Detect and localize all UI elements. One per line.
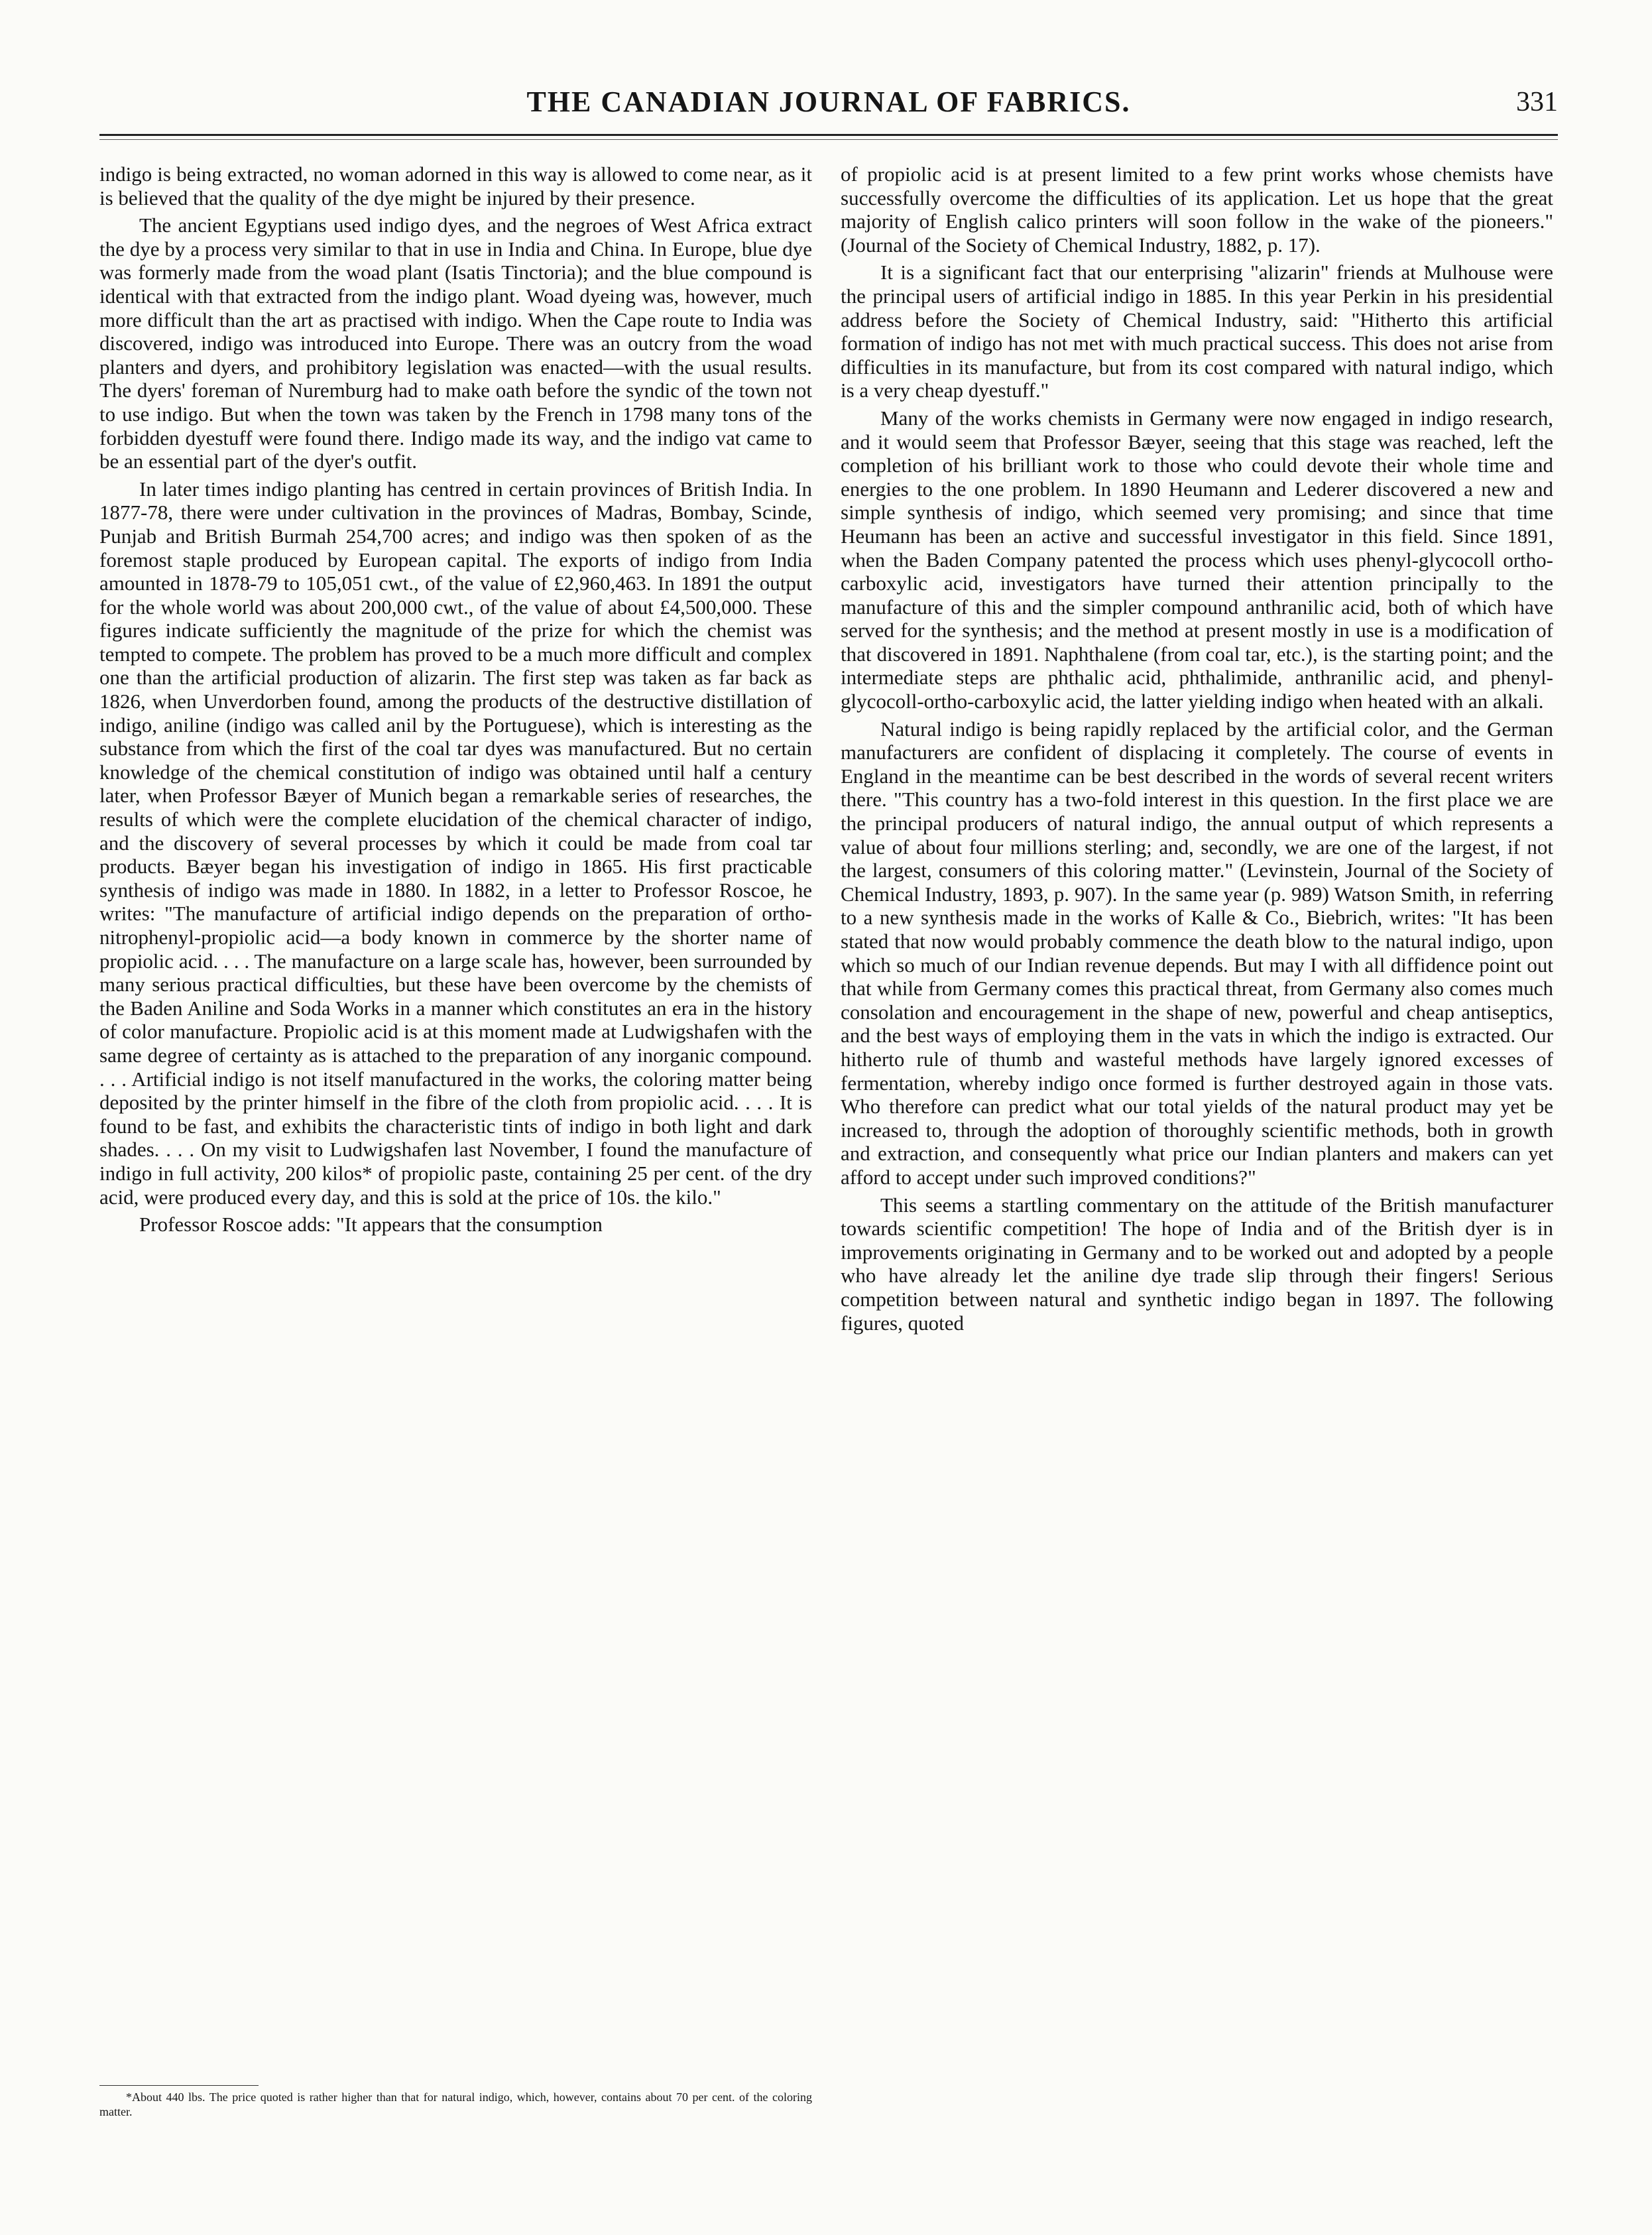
paragraph: Natural indigo is being rapidly replaced by the artificial color, and the German manufacturers are confident of displacing it completely. The course of events in England in the meantime can be best described in the words of several recent writers there. "This country has a two-fold interest in this question. In the first place we are the principal producers of natural indigo, the annual output of which represents a value of about four millions sterling; and, secondly, we are one of the largest, if not the largest, consumers of this coloring matter." (Levinstein, Journal of the Society of Chemical Industry, 1893, p. 907). In the same year (p. 989) Watson Smith, in referring to a new synthesis made in the works of Kalle & Co., Biebrich, writes: "It has been stated that now would probably commence the death blow to the natural indigo, upon which so much of our Indian revenue depends. But may I with all diffidence point out that while from Germany comes this practical threat, from Germany also comes much consolation and encouragement in the shape of new, powerful and cheap antiseptics, and the best ways of employing them in the vats in which the indigo is extracted. Our hitherto rule of thumb and wasteful methods have largely ignored excesses of fermentation, whereby indigo once formed is further destroyed again in those vats. Who therefore can predict what our total yields of the natural product may yet be increased to, through the adoption of thoroughly scientific methods, both in growth and extraction, and consequently what price our Indian planters and makers can yet afford to accept under such improved conditions?" bbox=[841, 717, 1553, 1189]
footnote-rule bbox=[99, 2085, 259, 2086]
journal-title: THE CANADIAN JOURNAL OF FABRICS. bbox=[526, 86, 1131, 118]
footnote: *About 440 lbs. The price quoted is rather higher than that for natural indigo, which, however, contains about 70 per cent. of the coloring matter. bbox=[99, 2090, 812, 2118]
paragraph: This seems a startling commentary on the attitude of the British manufacturer towards scientific competition! The hope of India and of the British dyer is in improvements originating in Germany and to be worked out and adopted by a people who have already let the aniline dye trade slip through their fingers! Serious competition between natural and synthetic indigo began in 1897. The following figures, quoted bbox=[841, 1193, 1553, 1335]
running-header bbox=[99, 80, 1558, 133]
right-column bbox=[841, 162, 1553, 1339]
left-column bbox=[99, 162, 812, 1240]
paragraph: indigo is being extracted, no woman adorned in this way is allowed to come near, as it is believed that the quality of the dye might be injured by their presence. bbox=[99, 162, 812, 210]
page-number: 331 bbox=[1516, 87, 1558, 117]
paragraph: In later times indigo planting has centred in certain provinces of British India. In 1877-78, there were under cultivation in the provinces of Madras, Bombay, Scinde, Punjab and British Burmah 254,700 acres; and indigo was then spoken of as the foremost staple produced by European capital. The exports of indigo from India amounted in 1878-79 to 105,051 cwt., of the value of £2,960,463. In 1891 the output for the whole world was about 200,000 cwt., of the value of about £4,500,000. These figures indicate sufficiently the magnitude of the prize for which the chemist was tempted to compete. The problem has proved to be a much more difficult and complex one than the artificial production of alizarin. The first step was taken as far back as 1826, when Unverdorben found, among the products of the destructive distillation of indigo, aniline (indigo was called anil by the Portuguese), which is interesting as the substance from which the first of the coal tar dyes was manufactured. But no certain knowledge of the chemical constitution of indigo was obtained until half a century later, when Professor Bæyer of Munich began a remarkable series of researches, the results of which were the complete elucidation of the chemical character of indigo, and the discovery of several processes by which it could be made from coal tar products. Bæyer began his investigation of indigo in 1865. His first practicable synthesis of indigo was made in 1880. In 1882, in a letter to Professor Roscoe, he writes: "The manufacture of artificial indigo depends on the preparation of ortho-nitrophenyl-propiolic acid—a body known in commerce by the shorter name of propiolic acid. . . . The manufacture on a large scale has, however, been surrounded by many serious practical difficulties, but these have been overcome by the chemists of the Baden Aniline and Soda Works in a manner which constitutes an era in the history of color manufacture. Propiolic acid is at this moment made at Ludwigshafen with the same degree of certainty as is attached to the preparation of any inorganic compound. . . . Artificial indigo is not itself manufactured in the works, the coloring matter being deposited by the printer himself in the fibre of the cloth from propiolic acid. . . . It is found to be fast, and exhibits the characteristic tints of indigo in both light and dark shades. . . . On my visit to Ludwigshafen last November, I found the manufacture of indigo in full activity, 200 kilos* of propiolic paste, containing 25 per cent. of the dry acid, were produced every day, and this is sold at the price of 10s. the kilo." bbox=[99, 477, 812, 1209]
header-rule bbox=[99, 134, 1558, 136]
paragraph: Professor Roscoe adds: "It appears that the consumption bbox=[139, 1213, 603, 1237]
header-rule-thin bbox=[99, 139, 1558, 140]
paragraph: The ancient Egyptians used indigo dyes, and the negroes of West Africa extract the dye by a process very similar to that in use in India and China. In Europe, blue dye was formerly made from the woad plant (Isatis Tinctoria); and the blue compound is identical with that extracted from the indigo plant. Woad dyeing was, however, much more difficult than the art as practised with indigo. When the Cape route to India was discovered, indigo was introduced into Europe. There was an outcry from the woad planters and dyers, and prohibitory legislation was enacted—with the usual results. The dyers' foreman of Nuremburg had to make oath before the syndic of the town not to use indigo. But when the town was taken by the French in 1798 many tons of the forbidden dyestuff were found there. Indigo made its way, and the indigo vat came to be an essential part of the dyer's outfit. bbox=[99, 213, 812, 473]
paragraph: Many of the works chemists in Germany were now engaged in indigo research, and it would seem that Professor Bæyer, seeing that this stage was reached, left the completion of his brilliant work to those who could devote their whole time and energies to the one problem. In 1890 Heumann and Lederer discovered a new and simple synthesis of indigo, which seemed very promising; and since that time Heumann has been an active and successful investigator in this field. Since 1891, when the Baden Company patented the process which uses phenyl-glycocoll ortho-carboxylic acid, investigators have turned their attention principally to the manufacture of this and the simpler compound anthranilic acid, both of which have served for the synthesis; and the method at present mostly in use is a modification of that discovered in 1891. Naphthalene (from coal tar, etc.), is the starting point; and the intermediate steps are phthalic acid, phthalimide, anthranilic acid, and phenyl-glycocoll-ortho-carboxylic acid, the latter yielding indigo when heated with an alkali. bbox=[841, 406, 1553, 713]
paragraph: It is a significant fact that our enterprising "alizarin" friends at Mulhouse were the principal users of artificial indigo in 1885. In this year Perkin in his presidential address before the Society of Chemical Industry, said: "Hitherto this artificial formation of indigo has not met with much practical success. This does not arise from difficulties in its manufacture, but from its cost compared with natural indigo, which is a very cheap dyestuff." bbox=[841, 261, 1553, 402]
paragraph: of propiolic acid is at present limited to a few print works whose chemists have successfully overcome the difficulties of its application. Let us hope that the great majority of English calico printers will soon follow in the wake of the pioneers." (Journal of the Society of Chemical Industry, 1882, p. 17). bbox=[841, 162, 1553, 257]
